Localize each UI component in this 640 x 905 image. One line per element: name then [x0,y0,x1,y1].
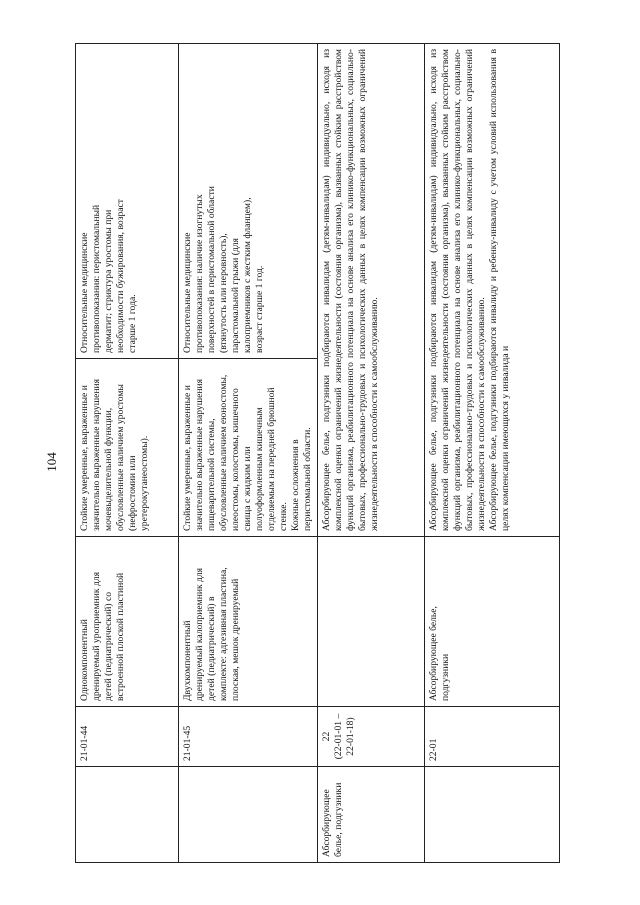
name-cell: Однокомпонентный дренируемый уроприемник для детей (педиатрический) со встроенной плоской пластиной [76,537,179,707]
rotated-page-content [75,43,563,863]
code-cell: 21-01-45 [179,707,318,767]
indications-cell: Стойкие умеренные, выраженные и значительно выраженные нарушения мочевыделительной функции, обусловленные наличием уростомы (нефростомии или уретерокутанеостомы). [76,359,179,537]
table-row [318,44,425,863]
medical-devices-table [75,43,560,863]
name-cell [318,537,425,707]
code-cell: 22-01 [425,707,560,767]
page-number: 104 [44,452,59,472]
description-cell: Абсорбирующее белье, подгузники подбираются инвалидам (детям-инвалидам) индивидуально, исходя из комплексной оценки ограничений жизнедеятельности (состояния организма), вызванных стойким расстройством функций организма, реабилитационного потенциала на основе анализа его клинико-функциональных, социально-бытовых, профессионально-трудовых и психологических данных в целях компенсации возможных ограничений жизнедеятельности в способности к самообслуживанию. Абсорбирующее белье, подгузники подбираются инвалиду и ребенку-инвалиду с учетом условий использования в целях компенсации имеющихся у инвалида и [425,44,560,537]
description-cell: Абсорбирующее белье, подгузники подбираются инвалидам (детям-инвалидам) индивидуально, исходя из комплексной оценки ограничений жизнедеятельности (состояния организма), вызванных стойким расстройством функций организма, реабилитационного потенциала на основе анализа его клинико-функциональных, социально-бытовых, профессионально-трудовых и психологических данных в целях компенсации возможных ограничений жизнедеятельности в способности к самообслуживанию. [318,44,425,537]
contraindications-cell: Относительные медицинские противопоказания: перистомальный дерматит; стриктура уростомы при необходимости бужирования, возраст старше 1 года. [76,44,179,359]
name-cell: Двухкомпонентный дренируемый калоприемник для детей (педиатрический) в комплекте: адгезивная пластина, плоская, мешок дренируемый [179,537,318,707]
group-cell: Абсорбирующее белье, подгузники [318,767,425,863]
code-cell: 22 (22-01-01 – 22-01-18) [318,707,425,767]
table-row [76,44,179,863]
group-cell [425,767,560,863]
code-cell: 21-01-44 [76,707,179,767]
table-row [425,44,560,863]
contraindications-cell: Относительные медицинские противопоказания: наличие изогнутых поверхностей в перистомальной области (втянутость или неровность), парастомальной грыжи (для калоприемников с жестким фланцем), возраст старше 1 год. [179,44,318,359]
table-row [179,44,318,863]
group-cell [76,767,179,863]
group-cell [179,767,318,863]
indications-cell: Стойкие умеренные, выраженные и значительно выраженные нарушения пищеварительной системы, обусловленные наличием еюностомы, илеостомы, колостомы, кишечного свища с жидким или полуоформленным кишечным отделяемым на передней брюшной стенке. Кожные осложнения в перистомальной области. [179,359,318,537]
name-cell: Абсорбирующее белье, подгузники [425,537,560,707]
